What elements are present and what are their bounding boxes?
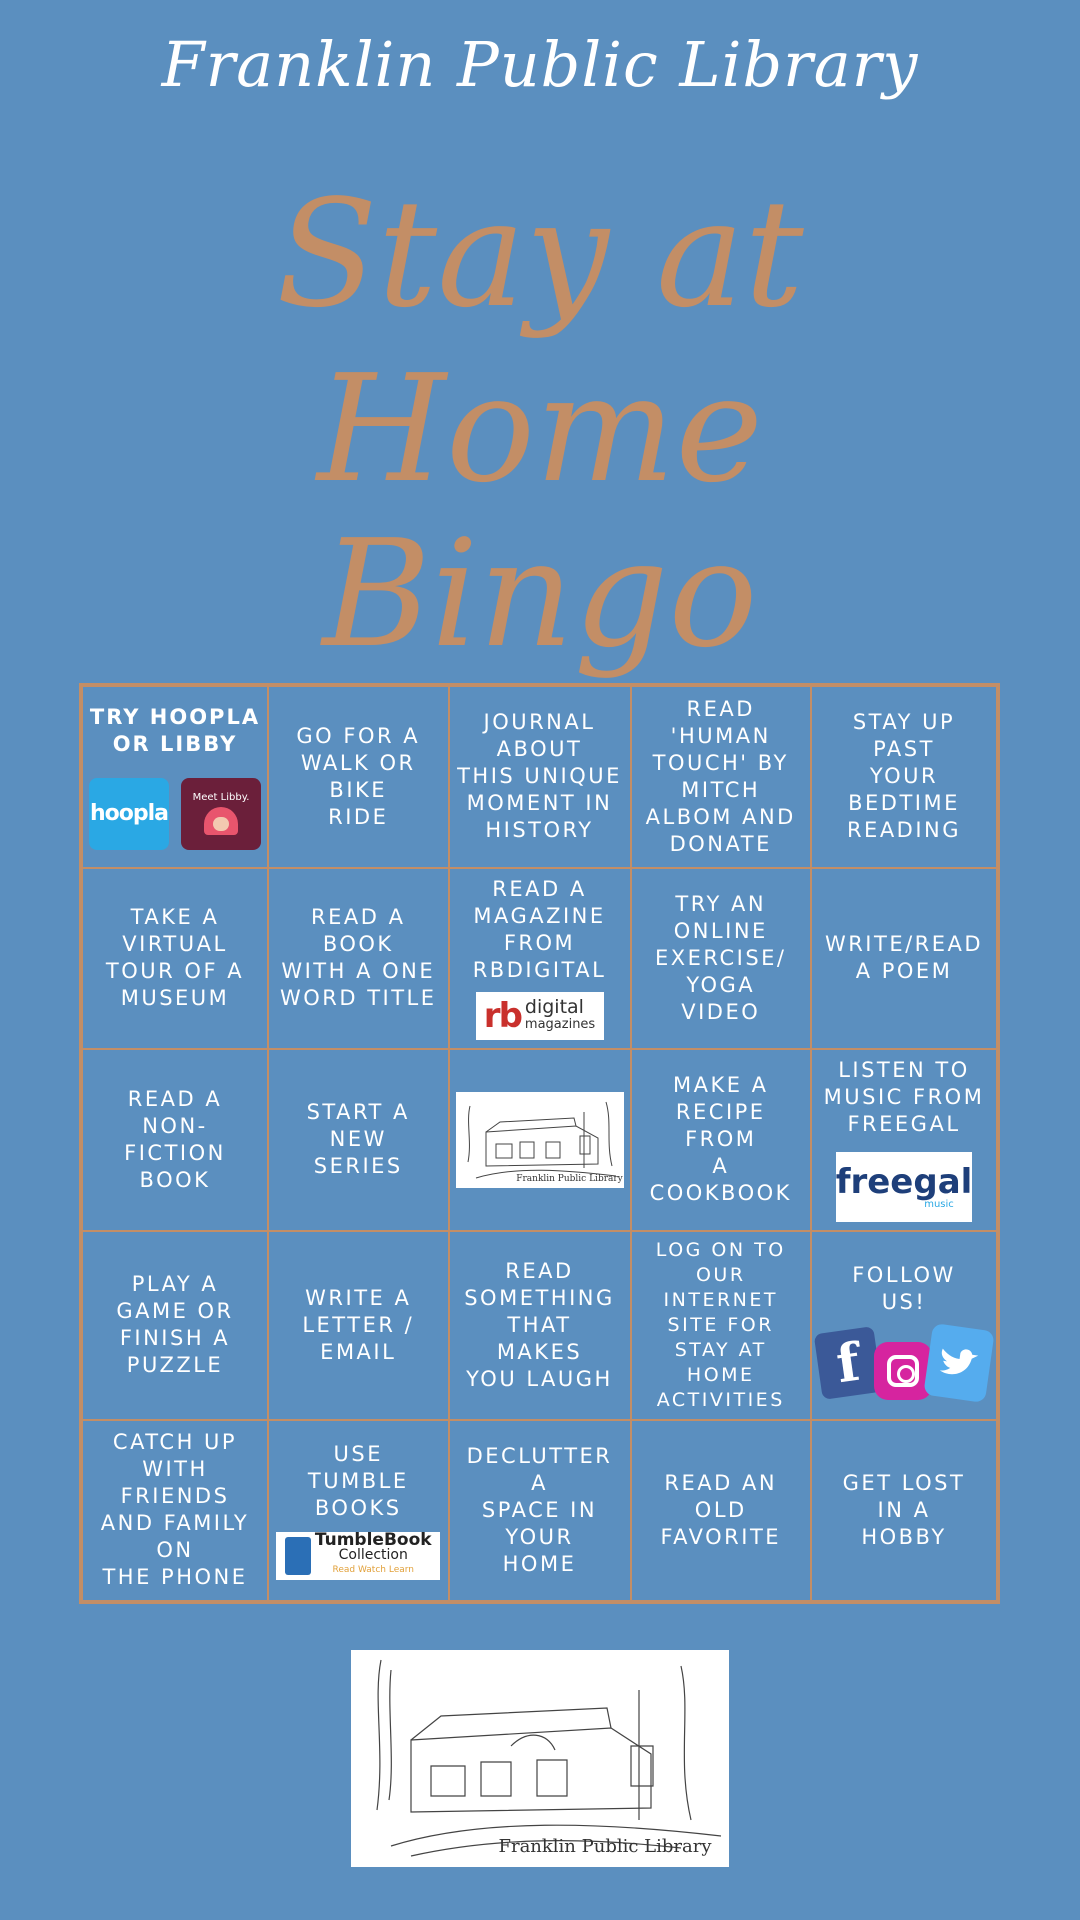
bingo-cell-exercise-yoga [631,868,812,1050]
bingo-cell-walk-or-bike [268,686,449,868]
cell-text: TAKE A VIRTUAL TOUR OF A MUSEUM [105,905,245,1011]
rb-words [525,998,595,1034]
cell-text: LOG ON TO OUR INTERNET SITE FOR STAY AT HOME ACTIVITIES [655,1238,786,1411]
rb-word-magazines: magazines [524,1017,596,1033]
bingo-cell-follow-us [811,1231,997,1420]
library-sketch-drawing-large [351,1650,729,1867]
bingo-cell-journal [449,686,631,868]
bingo-cell-recipe [631,1049,812,1231]
rb-mark: rb [483,996,521,1037]
bingo-cell-hobby [811,1420,997,1602]
cell-text: LISTEN TO MUSIC FROM FREEGAL [823,1058,985,1137]
tumblebook-collection: Collection [338,1547,408,1564]
cell-text: TRY AN ONLINE EXERCISE/ YOGA VIDEO [655,891,787,1024]
bingo-cell-free-space [449,1049,631,1231]
bingo-grid [79,683,1000,1604]
cell-text: DECLUTTER A SPACE IN YOUR HOME [466,1443,613,1576]
social-icons [818,1326,990,1400]
library-building-sketch [456,1092,624,1188]
library-building-sketch-large [351,1650,729,1867]
cell-text: PLAY A GAME OR FINISH A PUZZLE [116,1272,234,1377]
title-line-bingo: Bingo [322,508,758,680]
cell-text: TRY HOOPLA OR LIBBY [89,704,261,756]
cell-text: READ A MAGAZINE FROM RBDIGITAL [472,877,607,983]
bingo-cell-rbdigital [449,868,631,1050]
bingo-cell-letter-email [268,1231,449,1420]
title-line-home: Home [316,343,764,515]
bingo-cell-game-puzzle [82,1231,268,1420]
twitter-bird-icon [937,1344,981,1381]
libby-character-icon [204,807,238,835]
tumblebook-logo-icon [276,1532,440,1580]
bingo-cell-declutter [449,1420,631,1602]
cell-text: START A NEW SERIES [306,1100,410,1179]
bingo-cell-old-favorite [631,1420,812,1602]
cell-text: MAKE A RECIPE FROM A COOKBOOK [649,1073,792,1206]
cell-text: USE TUMBLE BOOKS [307,1441,409,1520]
bingo-cell-internet-site [631,1231,812,1420]
cell-text: READ A BOOK WITH A ONE WORD TITLE [279,905,437,1011]
instagram-icon [874,1342,932,1400]
facebook-icon [814,1326,883,1400]
library-name: Franklin Public Library [161,28,919,101]
rbdigital-logo-icon [476,992,604,1040]
bingo-cell-stay-up [811,686,997,868]
cell-text: FOLLOW US! [852,1262,956,1314]
cell-text: WRITE A LETTER / EMAIL [302,1285,415,1364]
bingo-cell-new-series [268,1049,449,1231]
cell-text: CATCH UP WITH FRIENDS AND FAMILY ON THE PHONE [100,1430,250,1590]
cell-text: READ A NON- FICTION BOOK [124,1086,226,1192]
sketch-caption: Franklin Public Library [516,1173,623,1184]
freegal-logo-icon [836,1152,972,1222]
bingo-cell-virtual-tour [82,868,268,1050]
tumblebook-words [314,1530,432,1578]
cell-text: GO FOR A WALK OR BIKE RIDE [296,723,421,829]
bingo-cell-human-touch [631,686,812,868]
bingo-cell-non-fiction [82,1049,268,1231]
hoopla-logo-text: hoopla [89,801,169,827]
tumblebook-book-icon [285,1537,311,1575]
freegal-sub: music [924,1198,954,1210]
freegal-word: freegal [835,1161,973,1202]
bingo-cell-one-word-title [268,868,449,1050]
bingo-cell-poem [811,868,997,1050]
cell-text: GET LOST IN A HOBBY [842,1470,966,1549]
libby-logo-icon [181,778,261,850]
tumblebook-word: TumbleBook [314,1530,432,1551]
tumblebook-tagline: Read Watch Learn [332,1565,414,1576]
facebook-glyph: f [832,1330,864,1395]
cell-text: READ AN OLD FAVORITE [660,1470,782,1549]
bingo-cell-laugh [449,1231,631,1420]
cell-text: READ 'HUMAN TOUCH' BY MITCH ALBOM AND DONATE [645,696,796,856]
bingo-cell-try-hoopla-or-libby [82,686,268,868]
cell-text: READ SOMETHING THAT MAKES YOU LAUGH [464,1258,615,1391]
libby-logo-text: Meet Libby. [192,792,250,804]
bingo-cell-catch-up [82,1420,268,1602]
hoopla-logo-icon [89,778,169,850]
title-line-stay-at: Stay at [276,168,804,340]
cell-text: JOURNAL ABOUT THIS UNIQUE MOMENT IN HISTORY [457,710,622,843]
app-logo-row [89,778,261,850]
sketch-caption-large: Franklin Public Library [498,1836,712,1857]
cell-text: WRITE/READ A POEM [824,932,984,984]
bingo-cell-freegal [811,1049,997,1231]
twitter-icon [923,1323,994,1403]
rb-word-digital: digital [524,996,584,1019]
cell-text: STAY UP PAST YOUR BEDTIME READING [846,710,962,843]
bingo-cell-tumblebooks [268,1420,449,1602]
